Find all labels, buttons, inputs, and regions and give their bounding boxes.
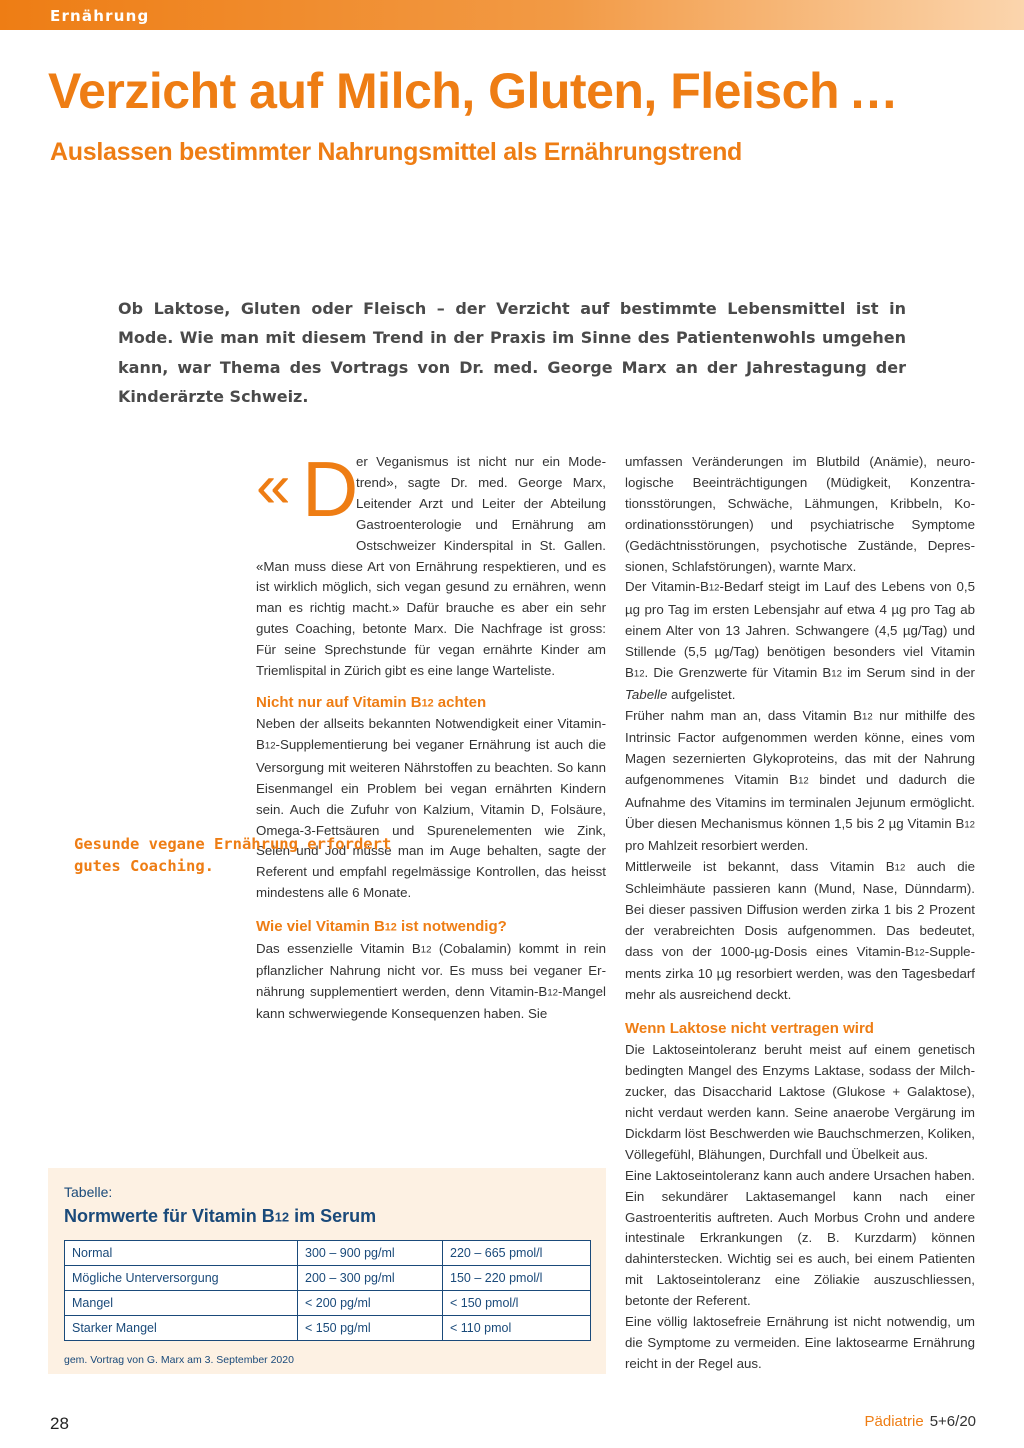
table-cell: 300 – 900 pg/ml [298, 1241, 443, 1266]
paragraph-requirement: Der Vitamin-B12-Bedarf steigt im Lauf des Lebens von 0,5 µg pro Tag im ersten Lebensjahr auf etwa 4 µg pro Tag ab einem Alter von 13 Jahren. Schwangere (4,5 µg/Tag) und Stillende (5,5 µg/Tag) benötigen besonders viel Vitamin B12. Die Grenzwerte für Vitamin B12 im Serum sind in der Tabelle aufgelistet. [625, 579, 975, 703]
dropcap-letter: D [302, 445, 359, 533]
magazine-footer [865, 1413, 977, 1430]
section-label: Ernährung [50, 7, 150, 25]
table-cell: < 150 pmol/l [443, 1291, 591, 1316]
article-subtitle: Auslassen bestimmter Nahrungsmittel als Ernährungstrend [50, 138, 743, 166]
table-cell: < 110 pmol [443, 1316, 591, 1341]
table-cell: 200 – 300 pg/ml [298, 1266, 443, 1291]
paragraph-b12-need: Das essenzielle Vitamin B12 (Cobalamin) kommt in rein pflanzlicher Nahrung nicht vor. Es muss bei veganer Ernährung supplementiert werden, denn Vitamin-B12-Mangel kann schwerwiegende Konsequenzen haben. Sie [256, 940, 607, 1022]
heading-b12-need: Wie viel Vitamin B12 ist notwendig? [256, 918, 507, 936]
table-row [65, 1291, 591, 1316]
magazine-name: Pädiatrie [864, 1413, 924, 1430]
paragraph-diffusion: Mittlerweile ist bekannt, dass Vitamin B12 auch die Schleimhäute passieren kann (Mund, Nase, Dünndarm). Bei dieser passiven Diffusion werden zirka 1 bis 2 Prozent der verabreichten Dosis aufgenommen. Das bedeutet, dass von der 1000-µg-Dosis eines Vitamin-B12-Supplements zirka 10 µg resorbiert werden, was den Tagesbedarf mehr als ausreichend deckt. [625, 858, 975, 1003]
paragraph-nutrients: Neben der allseits bekannten Notwendigkeit einer Vitamin-B12-Supplementierung bei veganer Ernährung ist auch die Versorgung mit weiteren Nährstoffen zu beachten. So kann Eisenmangel ein Problem bei vegan ernährten Kindern sein. Auch die Zufuhr von Kalzium, Vitamin D, Folsäure, Omega-3-Fettsäuren und Spurenelementen wie Zink, Selen und Jod müsse man im Auge behalten, sagte der Referent und empfahl regelmässige Kontrollen, das heisst mindestens alle 6 Monate. [256, 716, 606, 901]
table-note: gem. Vortrag von G. Marx am 3. September 2020 [64, 1354, 294, 1366]
table-row [65, 1316, 591, 1341]
paragraph-intrinsic-factor: Früher nahm man an, dass Vitamin B12 nur mithilfe des Intrinsic Factor aufgenommen werden könne, eines vom Magen sezernierten Glykoproteins, das mit der Nahrung aufgenommenes Vitamin B12 bindet und dadurch die Aufnahme des Vitamins im terminalen Jejunum ermöglicht. Über diesen Mechanismus können 1,5 bis 2 µg Vitamin B12 pro Mahlzeit resorbiert werden. [625, 707, 975, 853]
page-number: 28 [50, 1414, 69, 1433]
paragraph-lactose-1: Die Laktoseintoleranz beruht meist auf einem genetisch bedingten Mangel des Enzyms Laktase, sodass der Milchzucker, das Disaccharid Laktose (Glukose + Galaktose), nicht verdaut werden kann. Seine anaerobe Vergärung im Dickdarm löst Beschwerden wie Bauchschmerzen, Koliken, Völlegefühl, Blähungen, Durchfall und Übelkeit aus. [625, 1042, 975, 1162]
table-cell: < 150 pg/ml [298, 1316, 443, 1341]
table-cell: < 200 pg/ml [298, 1291, 443, 1316]
dropcap-quote: « [256, 452, 291, 521]
right-column [625, 452, 975, 1375]
left-column [256, 445, 607, 1025]
article-lead: Ob Laktose, Gluten oder Fleisch – der Verzicht auf bestimmte Lebensmittel ist in Mode. Wie man mit diesem Trend in der Praxis im Sinne des Patientenwohls umgehen kann, war Thema des Vortrags von Dr. med. George Marx an der Jahrestagung der Kinderärzte Schweiz. [118, 299, 906, 406]
table-cell: Mögliche Unterversorgung [65, 1266, 298, 1291]
table-cell: Mangel [65, 1291, 298, 1316]
article-title: Verzicht auf Milch, Gluten, Fleisch … [48, 63, 899, 119]
paragraph-lactose-2: Eine Laktoseintoleranz kann auch andere Ursachen haben. Ein sekundärer Laktasemangel kann nach einer Gastroenteritis auftreten. Auch Morbus Crohn und andere intestinale Erkrankungen (z. B. Kurzdarm) können dahinterstecken. Wichtig sei es auch, bei einem Patienten mit Laktoseintoleranz eine Zöliakie auszuschliessen, betonte der Referent. [625, 1167, 975, 1309]
table-label: Tabelle: [64, 1184, 113, 1200]
section-bar [0, 0, 1024, 30]
heading-b12-intake: Nicht nur auf Vitamin B12 achten [256, 693, 487, 711]
pull-quote: Gesunde vegane Ernährung erfordert gutes Coaching. [74, 835, 392, 875]
table-title: Normwerte für Vitamin B12 im Serum [64, 1206, 377, 1226]
table-row [65, 1241, 591, 1266]
b12-table [64, 1240, 591, 1341]
table-row [65, 1266, 591, 1291]
issue-number: 5+6/20 [929, 1413, 976, 1430]
heading-lactose: Wenn Laktose nicht vertragen wird [625, 1020, 874, 1038]
paragraph-intro: er Veganismus ist nicht nur ein Modetrend», sagte Dr. med. George Marx, Leitender Arzt und Leiter der Abteilung Gastroenterologie und Ernährung am Ostschweizer Kinderspital in St. Gallen. «Man muss diese Art von Ernährung respektieren, und es ist wirklich möglich, sich vegan gesund zu ernähren, wenn man es richtig macht.» Dafür brauche es aber ein sehr gutes Coaching, betonte Marx. Die Nachfrage ist gross: Für seine Sprechstunde für vegan ernährte Kinder am Triemlispital in Zürich gibt es eine lange Warteliste. [256, 454, 606, 679]
dropcap [256, 445, 359, 542]
table-cell: 220 – 665 pmol/l [443, 1241, 591, 1266]
paragraph-symptoms: umfassen Veränderungen im Blutbild (Anämie), neurologische Beeinträchtigungen (Müdigkeit, Konzentrationsstörungen, Schwäche, Lähmungen, Kribbeln, Koordinationsstörungen) und psychiatrische Symptome (Gedächtnisstörungen, psychotische Zustände, Depressionen, Schlafstörungen), warnte Marx. [625, 454, 975, 574]
table-cell: Starker Mangel [65, 1316, 298, 1341]
paragraph-lactose-3: Eine völlig laktosefreie Ernährung ist nicht notwendig, um die Symptome zu vermeiden. Eine laktosearme Ernährung reicht in der Regel aus. [625, 1314, 975, 1371]
b12-table-box [48, 1168, 606, 1374]
table-cell: 150 – 220 pmol/l [443, 1266, 591, 1291]
table-cell: Normal [65, 1241, 298, 1266]
